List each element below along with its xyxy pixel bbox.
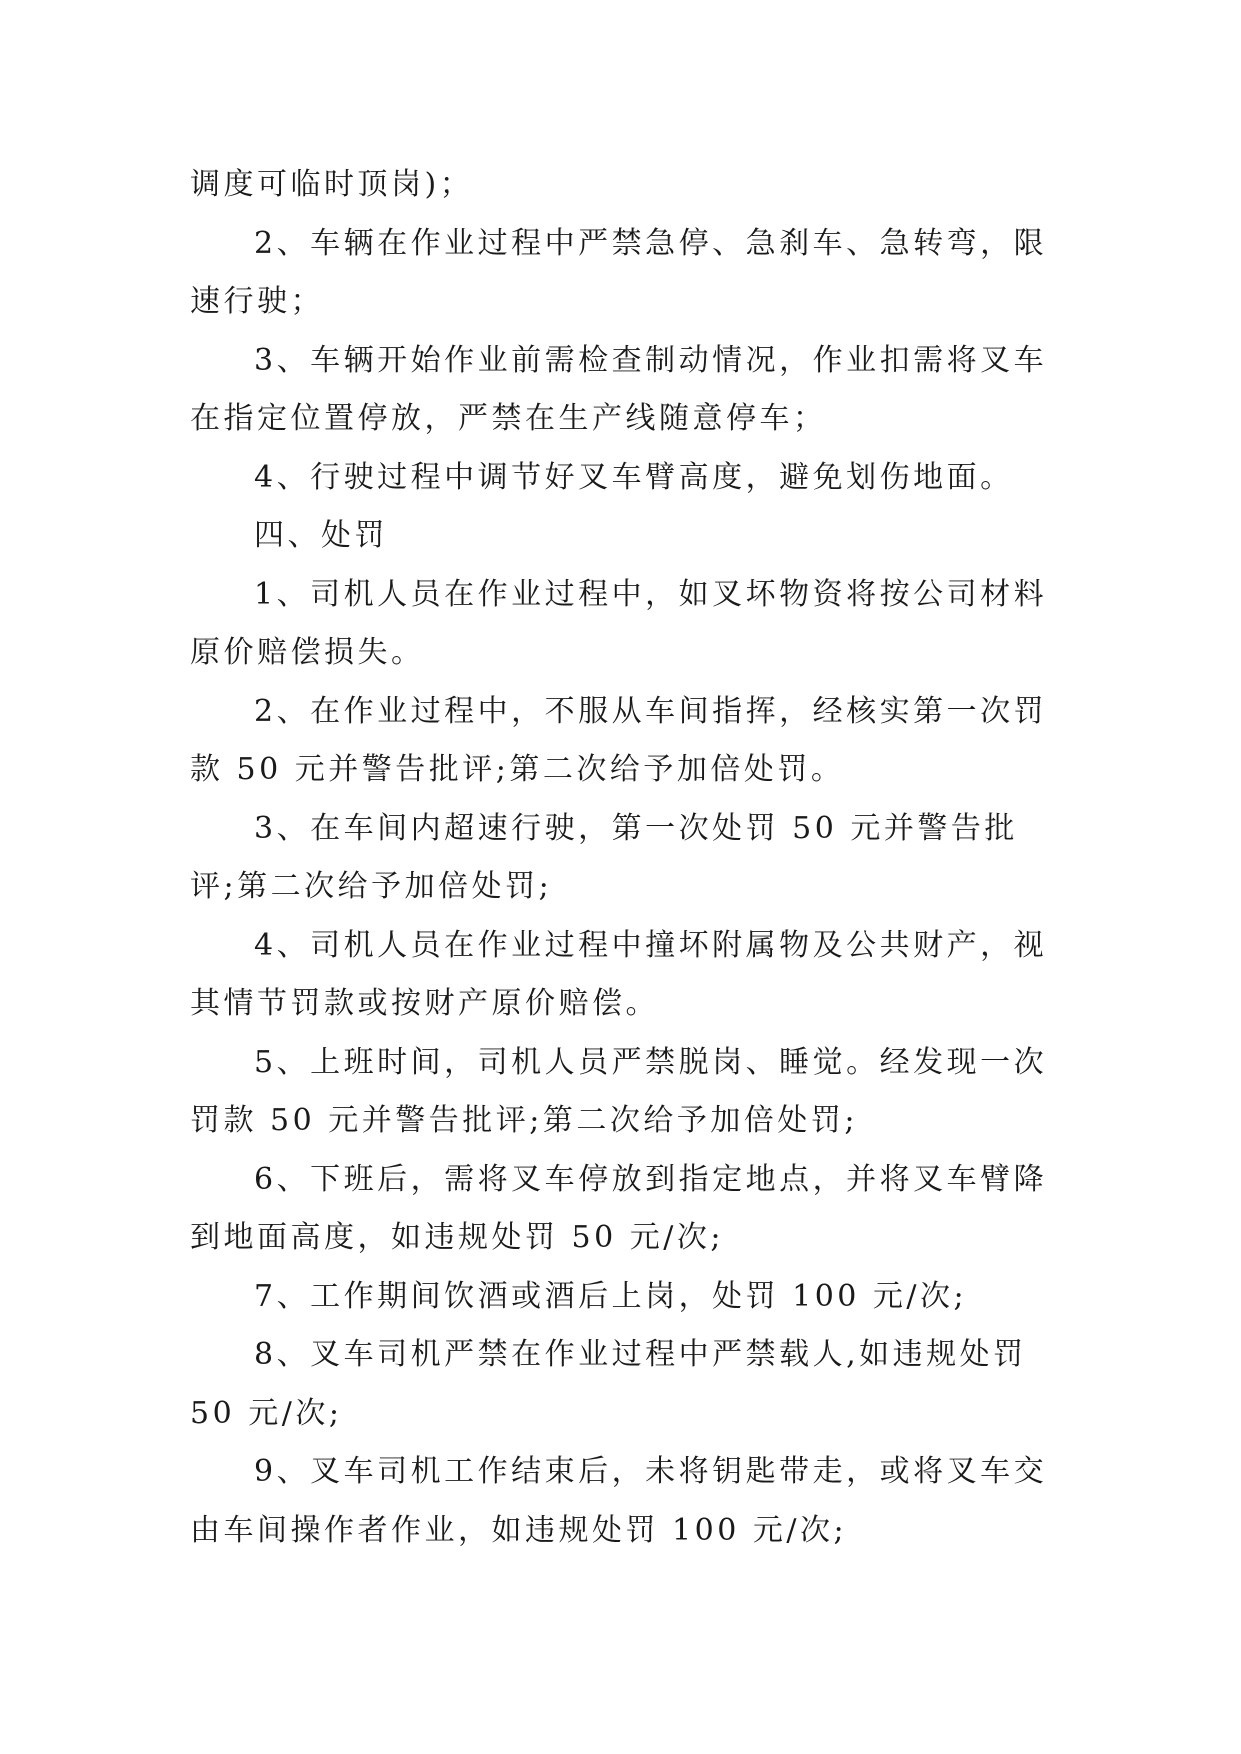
penalty-item-6: 6、下班后，需将叉车停放到指定地点，并将叉车臂降到地面高度，如违规处罚 50 元/次; — [190, 1161, 1048, 1255]
penalty-item-8: 8、叉车司机严禁在作业过程中严禁载人,如违规处罚 50 元/次; — [190, 1337, 1027, 1431]
penalty-item-7: 7、工作期间饮酒或酒后上岗，处罚 100 元/次; — [254, 1278, 968, 1314]
penalty-item-3: 3、在车间内超速行驶，第一次处罚 50 元并警告批评;第二次给予加倍处罚; — [190, 810, 1018, 904]
penalty-item-1: 1、司机人员在作业过程中，如叉坏物资将按公司材料原价赔偿损失。 — [190, 576, 1048, 670]
section-heading-penalties: 四、处罚 — [254, 518, 388, 553]
document-body — [190, 156, 1050, 1560]
penalty-item-5: 5、上班时间，司机人员严禁脱岗、睡觉。经发现一次罚款 50 元并警告批评;第二次给予加倍处罚; — [190, 1044, 1048, 1138]
penalty-item-2: 2、在作业过程中，不服从车间指挥，经核实第一次罚款 50 元并警告批评;第二次给予加倍处罚。 — [190, 693, 1048, 787]
paragraph-continuation: 调度可临时顶岗)； — [190, 167, 474, 202]
rule-item-3: 3、车辆开始作业前需检查制动情况，作业扣需将叉车在指定位置停放，严禁在生产线随意停车； — [190, 342, 1048, 436]
rule-item-2: 2、车辆在作业过程中严禁急停、急刹车、急转弯，限速行驶； — [190, 225, 1048, 319]
penalty-item-9: 9、叉车司机工作结束后，未将钥匙带走，或将叉车交由车间操作者作业，如违规处罚 100 元/次; — [190, 1454, 1048, 1548]
rule-item-4: 4、行驶过程中调节好叉车臂高度，避免划伤地面。 — [254, 459, 1014, 495]
penalty-item-4: 4、司机人员在作业过程中撞坏附属物及公共财产，视其情节罚款或按财产原价赔偿。 — [190, 927, 1048, 1021]
